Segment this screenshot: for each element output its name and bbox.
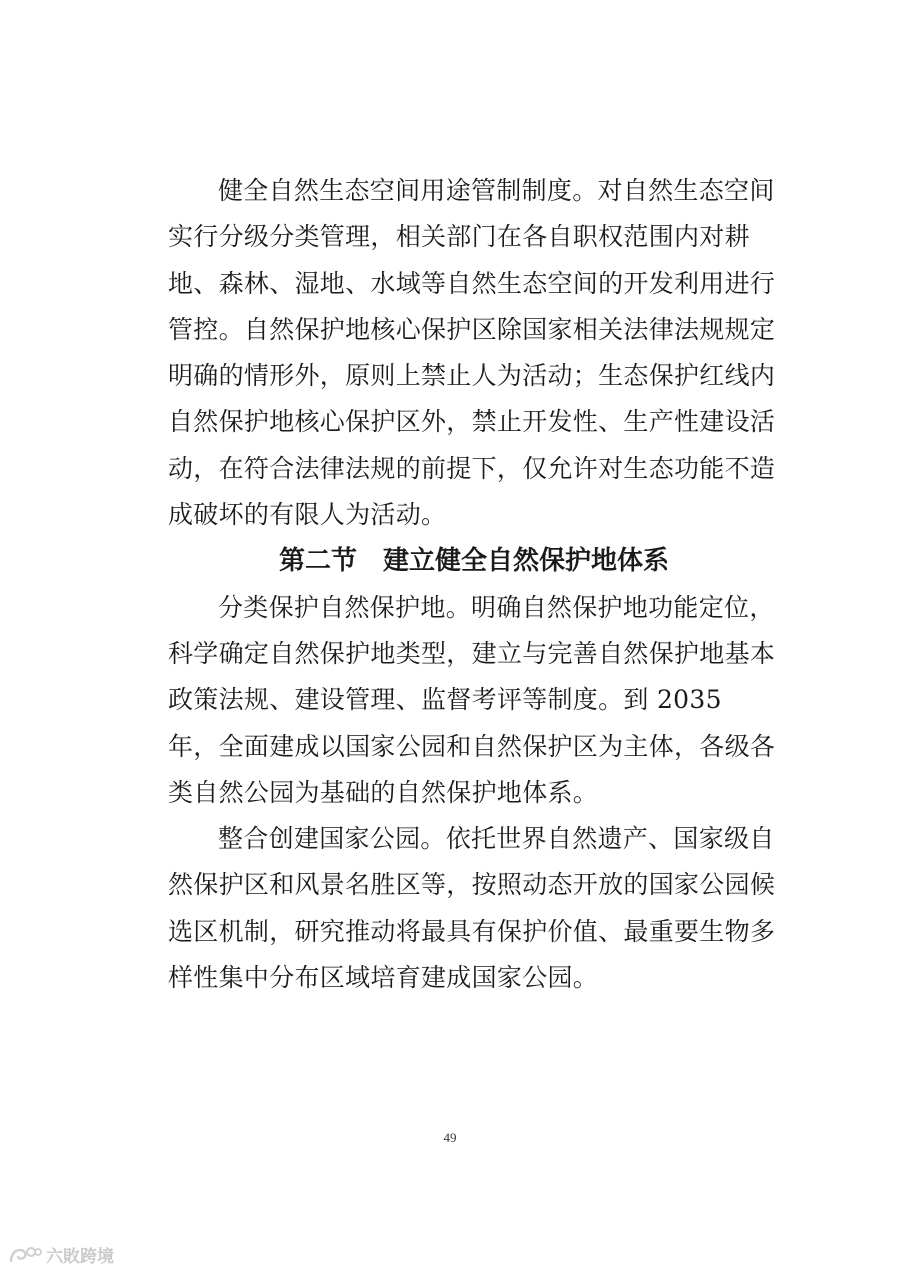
- paragraph-classify-protect: [168, 585, 780, 816]
- paragraph-text: 对自然生态空间实行分级分类管理，相关部门在各自职权范围内对耕地、森林、湿地、水域等自然生态空间的开发利用进行管控。自然保护地核心保护区除国家相关法律法规规定明确的情形外，原则上禁止人为活动；生态保护红线内自然保护地核心保护区外，禁止开发性、生产性建设活动，在符合法律法规的前提下，仅允许对生态功能不造成破坏的有限人为活动。: [168, 176, 776, 530]
- page-body: [168, 168, 780, 1001]
- paragraph-text: 依托世界自然遗产、国家级自然保护区和风景名胜区等，按照动态开放的国家公园候选区机制，研究推动将最具有保护价值、最重要生物多样性集中分布区域培育建成国家公园。: [168, 824, 776, 993]
- paragraph-national-park: [168, 816, 780, 1001]
- section-heading: 第二节 建立健全自然保护地体系: [278, 546, 669, 577]
- logo-mark-icon: [8, 1244, 42, 1266]
- page-number: 49: [443, 1130, 457, 1145]
- paragraph-text: 明确自然保护地功能定位，科学确定自然保护地类型，建立与完善自然保护地基本政策法规、建设管理、监督考评等制度。到 2035 年，全面建成以国家公园和自然保护区为主体，各级各类自然公园为基础的自然保护地体系。: [168, 592, 776, 807]
- watermark: [8, 1242, 114, 1267]
- paragraph-lead: 整合创建国家公园。: [218, 824, 446, 854]
- paragraph-lead: 分类保护自然保护地。: [218, 592, 472, 622]
- paragraph-ecospace-control: [168, 168, 780, 538]
- watermark-text: 六敗跨境: [46, 1247, 114, 1267]
- paragraph-lead: 健全自然生态空间用途管制制度。: [218, 176, 598, 205]
